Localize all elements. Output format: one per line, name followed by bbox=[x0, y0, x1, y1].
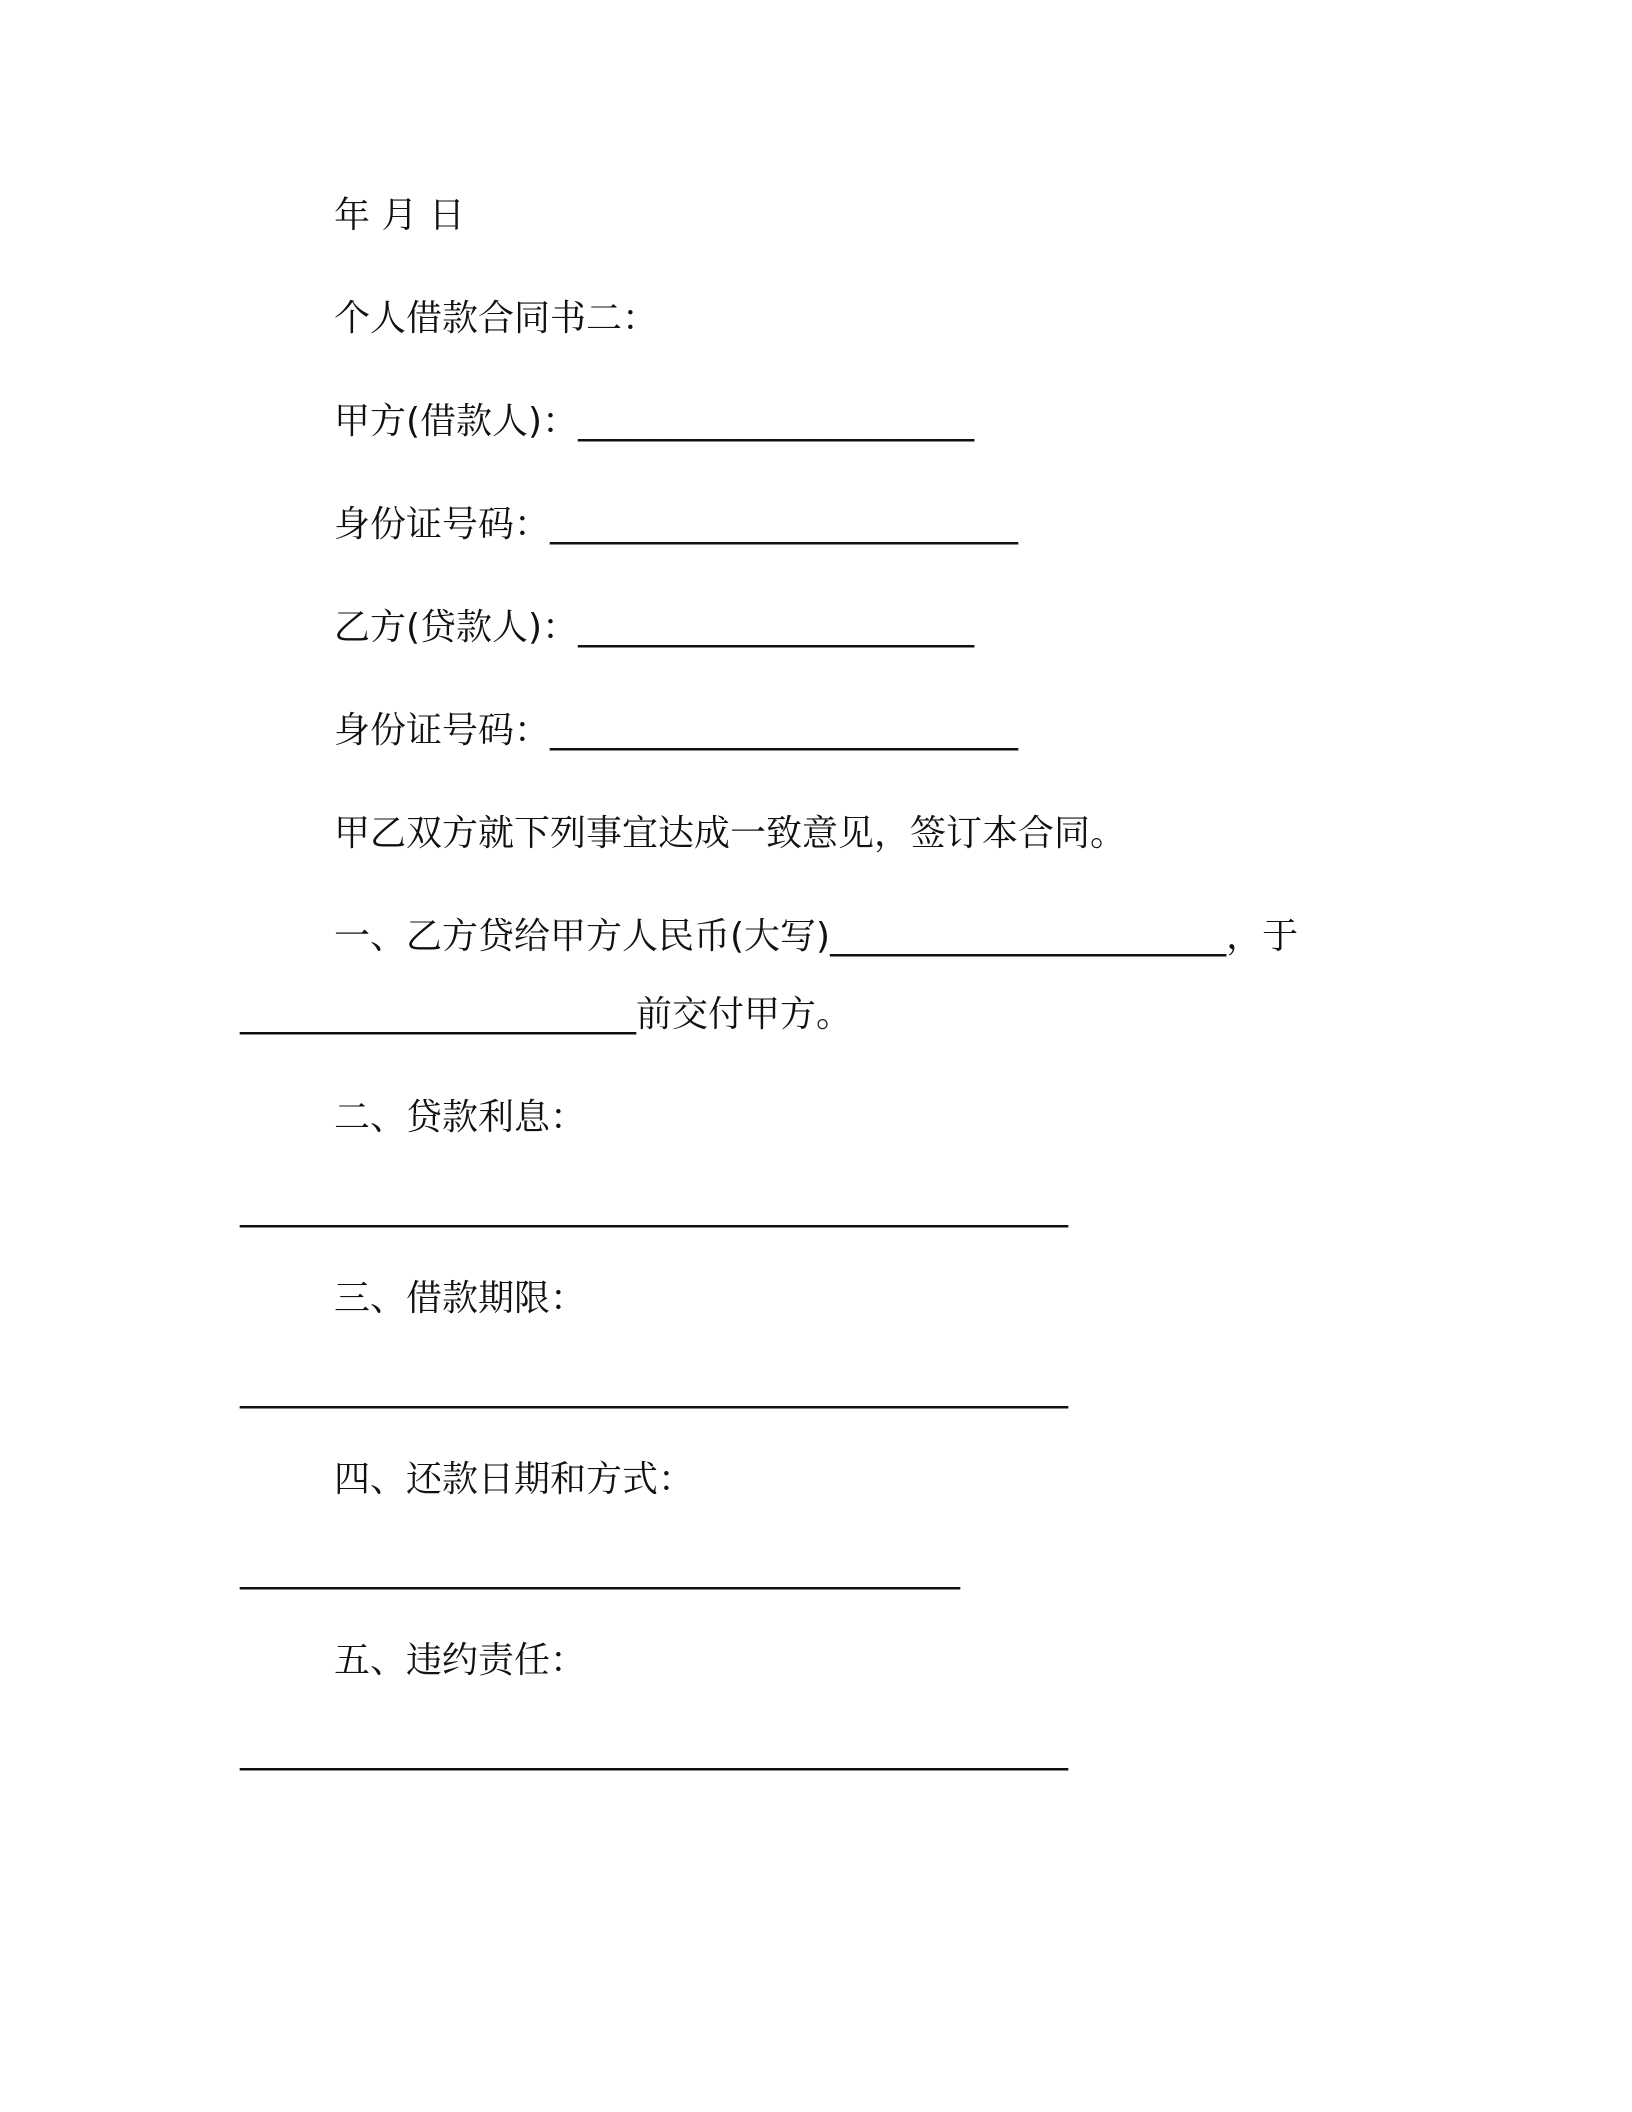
party-a-row bbox=[334, 400, 974, 444]
clause-3-blank: ______________________________________________ bbox=[240, 1368, 1068, 1409]
party-a-label: 甲方(借款人)： bbox=[334, 401, 579, 442]
clause-5-heading: 五、违约责任： bbox=[334, 1640, 587, 1681]
agreement-intro: 甲乙双方就下列事宜达成一致意见，签订本合同。 bbox=[334, 813, 1127, 854]
party-a-id-row bbox=[334, 503, 1018, 547]
clause-2-blank: ______________________________________________ bbox=[240, 1187, 1068, 1228]
clause-1-amount-blank: ______________________ bbox=[830, 916, 1227, 957]
clause-1-row bbox=[334, 915, 1298, 959]
party-a-id-blank: __________________________ bbox=[550, 504, 1019, 545]
clause-4-heading: 四、还款日期和方式： bbox=[334, 1459, 695, 1500]
party-a-id-label: 身份证号码： bbox=[334, 504, 551, 545]
clause-5-blank: ______________________________________________ bbox=[240, 1730, 1068, 1771]
party-b-id-label: 身份证号码： bbox=[334, 710, 551, 751]
clause-1-heading: 一、乙方贷给甲方人民币(大写) bbox=[334, 916, 831, 957]
clause-4-blank: ________________________________________ bbox=[240, 1549, 960, 1590]
clause-1-continuation bbox=[240, 993, 852, 1037]
clause-1-date-blank: ______________________ bbox=[240, 994, 636, 1035]
party-b-id-row bbox=[334, 709, 1018, 753]
party-b-blank: ______________________ bbox=[578, 607, 975, 648]
party-b-row bbox=[334, 606, 974, 650]
party-b-label: 乙方(贷款人)： bbox=[334, 607, 579, 648]
clause-1-after-amount: ，于 bbox=[1226, 916, 1299, 957]
clause-1-tail: 前交付甲方。 bbox=[636, 994, 853, 1035]
party-a-blank: ______________________ bbox=[578, 401, 975, 442]
party-b-id-blank: __________________________ bbox=[550, 710, 1019, 751]
clause-2-heading: 二、贷款利息： bbox=[334, 1097, 587, 1138]
section-title: 个人借款合同书二： bbox=[334, 298, 659, 339]
date-line: 年 月 日 bbox=[334, 195, 465, 236]
clause-3-heading: 三、借款期限： bbox=[334, 1278, 587, 1319]
